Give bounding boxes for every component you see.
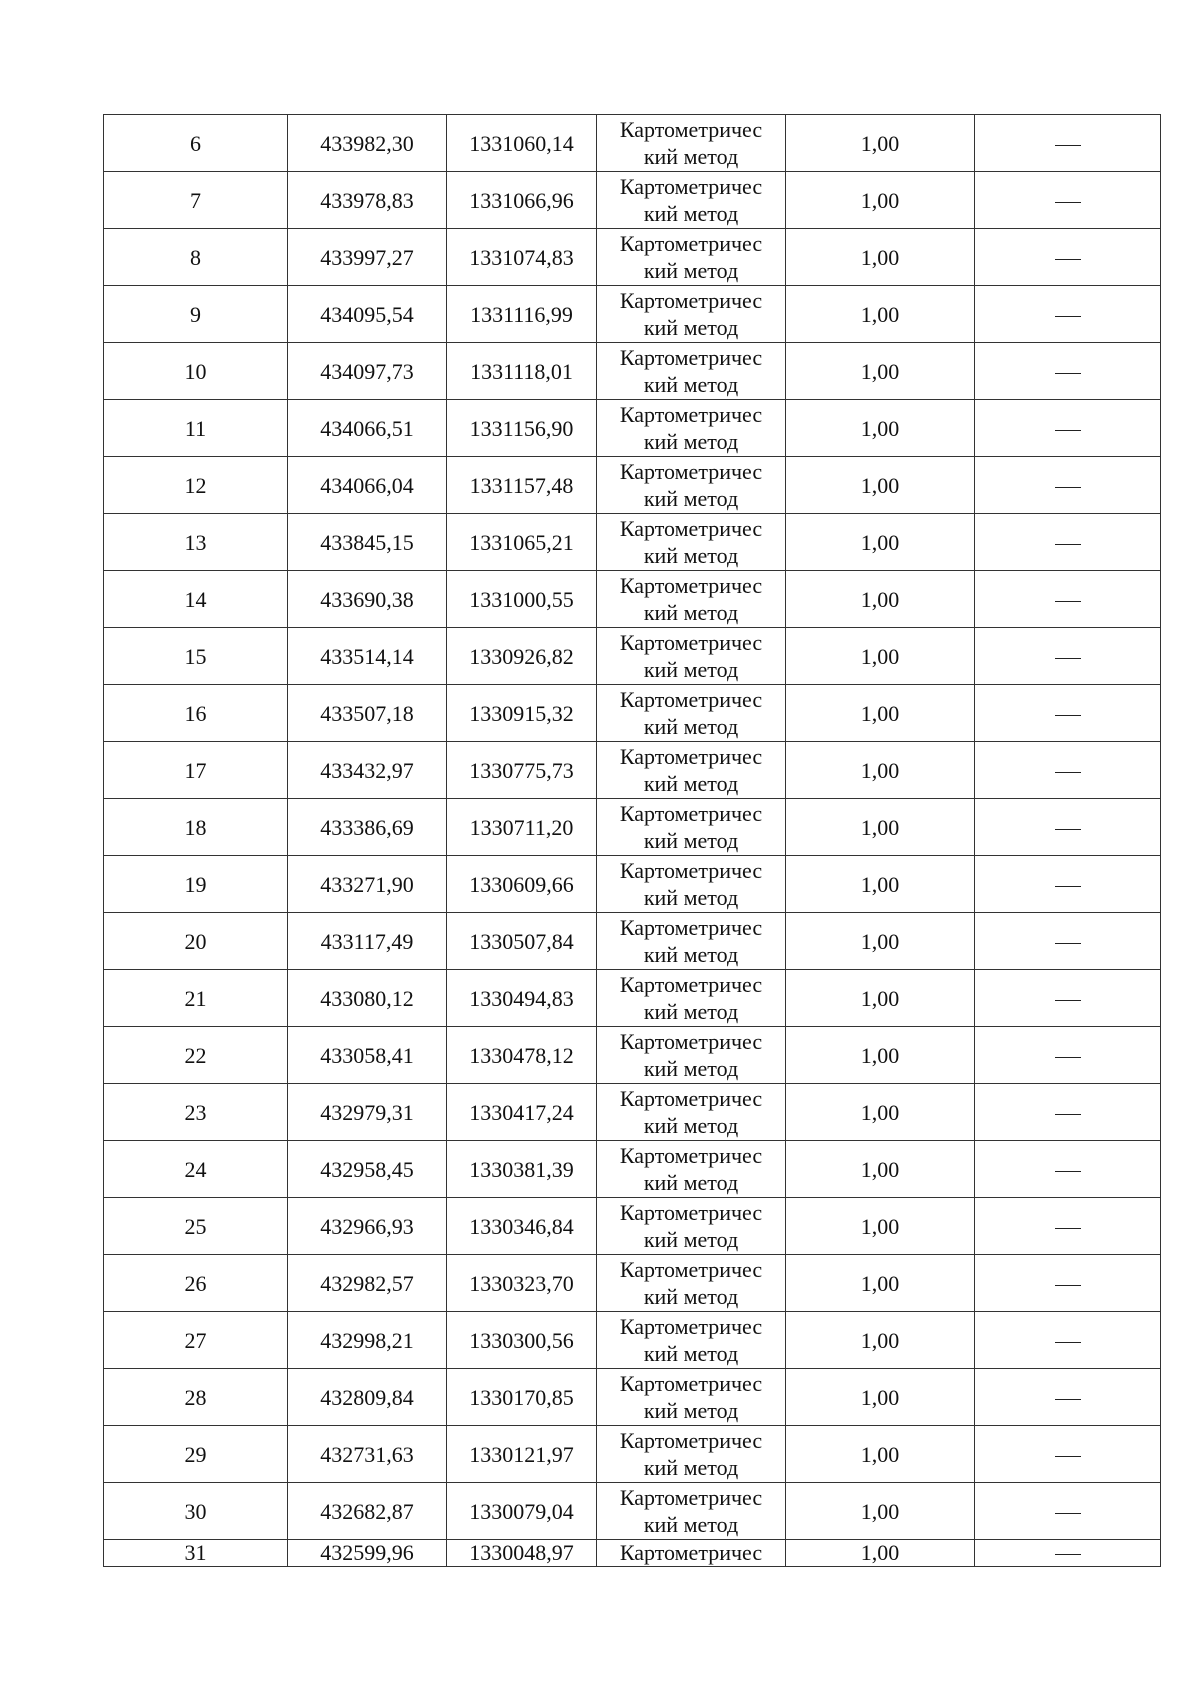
accuracy-cell: 1,00 — [786, 1141, 975, 1198]
method-text-line-2: кий метод — [643, 144, 739, 169]
method-cell — [597, 799, 786, 856]
method-text-line-1: Картометричес — [619, 573, 763, 598]
dash-mark — [1055, 544, 1081, 545]
method-cell — [597, 1198, 786, 1255]
accuracy-cell: 1,00 — [786, 628, 975, 685]
method-text-line-2: кий метод — [643, 1398, 739, 1423]
point-number-cell: 9 — [104, 286, 288, 343]
accuracy-cell: 1,00 — [786, 115, 975, 172]
note-cell — [975, 115, 1161, 172]
accuracy-cell: 1,00 — [786, 1369, 975, 1426]
method-text-line-1: Картометричес — [619, 1029, 763, 1054]
method-text-line-2: кий метод — [643, 543, 739, 568]
dash-mark — [1055, 202, 1081, 203]
method-text-line-2: кий метод — [643, 372, 739, 397]
method-cell — [597, 1369, 786, 1426]
y-coordinate-cell: 1331000,55 — [447, 571, 597, 628]
table-row — [104, 172, 1161, 229]
dash-mark — [1055, 1171, 1081, 1172]
method-cell — [597, 1084, 786, 1141]
method-cell — [597, 229, 786, 286]
dash-mark — [1055, 145, 1081, 146]
method-text-line-2: кий метод — [643, 1056, 739, 1081]
y-coordinate-cell: 1330494,83 — [447, 970, 597, 1027]
x-coordinate-cell: 433386,69 — [288, 799, 447, 856]
method-text-line-1: Картометричес — [619, 231, 763, 256]
dash-mark — [1055, 1228, 1081, 1229]
table-row — [104, 1369, 1161, 1426]
point-number-cell: 12 — [104, 457, 288, 514]
method-text-line-1: Картометричес — [619, 117, 763, 142]
dash-mark — [1055, 487, 1081, 488]
x-coordinate-cell: 433058,41 — [288, 1027, 447, 1084]
table-row — [104, 1255, 1161, 1312]
note-cell — [975, 1369, 1161, 1426]
method-text-line-2: кий метод — [643, 771, 739, 796]
table-row — [104, 1198, 1161, 1255]
method-text-line-1: Картометричес — [619, 630, 763, 655]
method-text-line-2: кий метод — [643, 429, 739, 454]
table-row — [104, 286, 1161, 343]
accuracy-cell: 1,00 — [786, 1198, 975, 1255]
method-text-line-1: Картометричес — [619, 972, 763, 997]
point-number-cell: 23 — [104, 1084, 288, 1141]
method-text-line-1: Картометричес — [619, 1200, 763, 1225]
dash-mark — [1055, 1342, 1081, 1343]
accuracy-cell: 1,00 — [786, 1483, 975, 1540]
table-row — [104, 514, 1161, 571]
y-coordinate-cell: 1330323,70 — [447, 1255, 597, 1312]
x-coordinate-cell: 432982,57 — [288, 1255, 447, 1312]
point-number-cell: 29 — [104, 1426, 288, 1483]
method-cell — [597, 343, 786, 400]
x-coordinate-cell: 432682,87 — [288, 1483, 447, 1540]
method-text-line-2: кий метод — [643, 714, 739, 739]
x-coordinate-cell: 433514,14 — [288, 628, 447, 685]
method-text-line-2: кий метод — [643, 486, 739, 511]
method-text-line-1: Картометричес — [619, 1314, 763, 1339]
point-number-cell: 20 — [104, 913, 288, 970]
method-cell — [597, 571, 786, 628]
y-coordinate-cell: 1330346,84 — [447, 1198, 597, 1255]
x-coordinate-cell: 433997,27 — [288, 229, 447, 286]
note-cell — [975, 1141, 1161, 1198]
y-coordinate-cell: 1330417,24 — [447, 1084, 597, 1141]
x-coordinate-cell: 432809,84 — [288, 1369, 447, 1426]
dash-mark — [1055, 1285, 1081, 1286]
y-coordinate-cell: 1331118,01 — [447, 343, 597, 400]
table-row — [104, 400, 1161, 457]
table-row — [104, 799, 1161, 856]
y-coordinate-cell: 1330711,20 — [447, 799, 597, 856]
table-row — [104, 1084, 1161, 1141]
y-coordinate-cell: 1330121,97 — [447, 1426, 597, 1483]
method-text-line-1: Картометричес — [619, 1485, 763, 1510]
x-coordinate-cell: 432966,93 — [288, 1198, 447, 1255]
method-cell — [597, 1141, 786, 1198]
point-number-cell: 16 — [104, 685, 288, 742]
method-text-line-2: кий метод — [643, 1227, 739, 1252]
table-row — [104, 1312, 1161, 1369]
dash-mark — [1055, 259, 1081, 260]
y-coordinate-cell: 1331157,48 — [447, 457, 597, 514]
note-cell — [975, 1426, 1161, 1483]
note-cell — [975, 229, 1161, 286]
y-coordinate-cell: 1331060,14 — [447, 115, 597, 172]
point-number-cell: 21 — [104, 970, 288, 1027]
table-body — [104, 115, 1161, 1567]
dash-mark — [1055, 1456, 1081, 1457]
method-text-line-1: Картометричес — [619, 174, 763, 199]
y-coordinate-cell: 1330300,56 — [447, 1312, 597, 1369]
x-coordinate-cell: 432979,31 — [288, 1084, 447, 1141]
note-cell — [975, 1483, 1161, 1540]
point-number-cell: 11 — [104, 400, 288, 457]
note-cell — [975, 799, 1161, 856]
x-coordinate-cell: 432958,45 — [288, 1141, 447, 1198]
note-cell — [975, 172, 1161, 229]
note-cell — [975, 628, 1161, 685]
table-row — [104, 1141, 1161, 1198]
accuracy-cell: 1,00 — [786, 1540, 975, 1567]
x-coordinate-cell: 434095,54 — [288, 286, 447, 343]
method-cell — [597, 970, 786, 1027]
x-coordinate-cell: 434066,51 — [288, 400, 447, 457]
dash-mark — [1055, 658, 1081, 659]
method-text-line-1: Картометричес — [619, 1428, 763, 1453]
table-row — [104, 742, 1161, 799]
method-cell — [597, 514, 786, 571]
accuracy-cell: 1,00 — [786, 343, 975, 400]
y-coordinate-cell: 1331066,96 — [447, 172, 597, 229]
note-cell — [975, 1027, 1161, 1084]
x-coordinate-cell: 433845,15 — [288, 514, 447, 571]
method-cell — [597, 1540, 786, 1567]
method-cell — [597, 1426, 786, 1483]
method-text-line-1: Картометричес — [619, 516, 763, 541]
method-cell — [597, 400, 786, 457]
note-cell — [975, 400, 1161, 457]
dash-mark — [1055, 1399, 1081, 1400]
x-coordinate-cell: 433507,18 — [288, 685, 447, 742]
method-text-line-2: кий метод — [643, 1284, 739, 1309]
method-text-line-1: Картометричес — [619, 459, 763, 484]
point-number-cell: 30 — [104, 1483, 288, 1540]
method-text-line-2: кий метод — [643, 1512, 739, 1537]
y-coordinate-cell: 1330609,66 — [447, 856, 597, 913]
method-cell — [597, 856, 786, 913]
x-coordinate-cell: 434097,73 — [288, 343, 447, 400]
method-text-line-1: Картометричес — [619, 288, 763, 313]
note-cell — [975, 856, 1161, 913]
table-row — [104, 457, 1161, 514]
table-row — [104, 571, 1161, 628]
dash-mark — [1055, 1513, 1081, 1514]
point-number-cell: 14 — [104, 571, 288, 628]
y-coordinate-cell: 1330079,04 — [447, 1483, 597, 1540]
dash-mark — [1055, 715, 1081, 716]
method-cell — [597, 172, 786, 229]
note-cell — [975, 970, 1161, 1027]
method-cell — [597, 1312, 786, 1369]
accuracy-cell: 1,00 — [786, 856, 975, 913]
y-coordinate-cell: 1330926,82 — [447, 628, 597, 685]
note-cell — [975, 685, 1161, 742]
note-cell — [975, 457, 1161, 514]
x-coordinate-cell: 433690,38 — [288, 571, 447, 628]
point-number-cell: 28 — [104, 1369, 288, 1426]
method-cell — [597, 1255, 786, 1312]
dash-mark — [1055, 829, 1081, 830]
method-cell — [597, 457, 786, 514]
method-text-line-2: кий метод — [643, 1341, 739, 1366]
method-text-line-2: кий метод — [643, 657, 739, 682]
point-number-cell: 10 — [104, 343, 288, 400]
note-cell — [975, 1198, 1161, 1255]
y-coordinate-cell: 1331065,21 — [447, 514, 597, 571]
accuracy-cell: 1,00 — [786, 514, 975, 571]
table-row — [104, 1027, 1161, 1084]
y-coordinate-cell: 1330915,32 — [447, 685, 597, 742]
table-row — [104, 229, 1161, 286]
dash-mark — [1055, 1057, 1081, 1058]
dash-mark — [1055, 316, 1081, 317]
note-cell — [975, 742, 1161, 799]
y-coordinate-cell: 1330048,97 — [447, 1540, 597, 1567]
method-text-line-1: Картометричес — [619, 1257, 763, 1282]
accuracy-cell: 1,00 — [786, 172, 975, 229]
note-cell — [975, 1540, 1161, 1567]
dash-mark — [1055, 772, 1081, 773]
table-row — [104, 343, 1161, 400]
x-coordinate-cell: 432731,63 — [288, 1426, 447, 1483]
point-number-cell: 13 — [104, 514, 288, 571]
x-coordinate-cell: 433080,12 — [288, 970, 447, 1027]
method-text-line-2: кий метод — [643, 1455, 739, 1480]
accuracy-cell: 1,00 — [786, 1312, 975, 1369]
y-coordinate-cell: 1330381,39 — [447, 1141, 597, 1198]
note-cell — [975, 571, 1161, 628]
dash-mark — [1055, 943, 1081, 944]
dash-mark — [1055, 1554, 1081, 1555]
y-coordinate-cell: 1330478,12 — [447, 1027, 597, 1084]
method-text-line-1: Картометричес — [619, 345, 763, 370]
table-row — [104, 856, 1161, 913]
table-row — [104, 628, 1161, 685]
method-cell — [597, 685, 786, 742]
method-cell — [597, 286, 786, 343]
table-row — [104, 913, 1161, 970]
method-cell — [597, 1483, 786, 1540]
method-text-line-1: Картометричес — [619, 1143, 763, 1168]
accuracy-cell: 1,00 — [786, 685, 975, 742]
dash-mark — [1055, 1000, 1081, 1001]
x-coordinate-cell: 433117,49 — [288, 913, 447, 970]
method-text-line-1: Картометричес — [619, 915, 763, 940]
accuracy-cell: 1,00 — [786, 1426, 975, 1483]
x-coordinate-cell: 433271,90 — [288, 856, 447, 913]
method-text-line-1: Картометричес — [619, 1540, 763, 1565]
table-row — [104, 1483, 1161, 1540]
method-cell — [597, 628, 786, 685]
x-coordinate-cell: 433432,97 — [288, 742, 447, 799]
point-number-cell: 27 — [104, 1312, 288, 1369]
method-text-line-2: кий метод — [643, 1170, 739, 1195]
table-row — [104, 1540, 1161, 1567]
x-coordinate-cell: 433978,83 — [288, 172, 447, 229]
table-row — [104, 970, 1161, 1027]
method-text-line-1: Картометричес — [619, 687, 763, 712]
y-coordinate-cell: 1331116,99 — [447, 286, 597, 343]
note-cell — [975, 343, 1161, 400]
method-text-line-2: кий метод — [643, 600, 739, 625]
method-text-line-1: Картометричес — [619, 858, 763, 883]
point-number-cell: 7 — [104, 172, 288, 229]
point-number-cell: 17 — [104, 742, 288, 799]
accuracy-cell: 1,00 — [786, 457, 975, 514]
accuracy-cell: 1,00 — [786, 1084, 975, 1141]
note-cell — [975, 1255, 1161, 1312]
method-text-line-2: кий метод — [643, 999, 739, 1024]
method-cell — [597, 913, 786, 970]
note-cell — [975, 286, 1161, 343]
note-cell — [975, 1084, 1161, 1141]
y-coordinate-cell: 1331156,90 — [447, 400, 597, 457]
dash-mark — [1055, 601, 1081, 602]
method-text-line-2: кий метод — [643, 942, 739, 967]
coordinates-table — [103, 114, 1161, 1567]
point-number-cell: 18 — [104, 799, 288, 856]
method-cell — [597, 742, 786, 799]
point-number-cell: 31 — [104, 1540, 288, 1567]
table-row — [104, 115, 1161, 172]
point-number-cell: 26 — [104, 1255, 288, 1312]
note-cell — [975, 514, 1161, 571]
y-coordinate-cell: 1330170,85 — [447, 1369, 597, 1426]
accuracy-cell: 1,00 — [786, 1255, 975, 1312]
x-coordinate-cell: 433982,30 — [288, 115, 447, 172]
method-text-line-1: Картометричес — [619, 1086, 763, 1111]
method-text-line-2: кий метод — [643, 315, 739, 340]
accuracy-cell: 1,00 — [786, 970, 975, 1027]
point-number-cell: 22 — [104, 1027, 288, 1084]
method-text-line-1: Картометричес — [619, 801, 763, 826]
accuracy-cell: 1,00 — [786, 913, 975, 970]
note-cell — [975, 913, 1161, 970]
table-row — [104, 685, 1161, 742]
x-coordinate-cell: 434066,04 — [288, 457, 447, 514]
point-number-cell: 15 — [104, 628, 288, 685]
accuracy-cell: 1,00 — [786, 799, 975, 856]
x-coordinate-cell: 432998,21 — [288, 1312, 447, 1369]
method-text-line-1: Картометричес — [619, 1371, 763, 1396]
accuracy-cell: 1,00 — [786, 571, 975, 628]
point-number-cell: 6 — [104, 115, 288, 172]
method-cell — [597, 1027, 786, 1084]
x-coordinate-cell: 432599,96 — [288, 1540, 447, 1567]
method-text-line-2: кий метод — [643, 885, 739, 910]
method-text-line-2: кий метод — [643, 258, 739, 283]
y-coordinate-cell: 1330507,84 — [447, 913, 597, 970]
note-cell — [975, 1312, 1161, 1369]
point-number-cell: 24 — [104, 1141, 288, 1198]
method-text-line-1: Картометричес — [619, 744, 763, 769]
method-text-line-1: Картометричес — [619, 402, 763, 427]
method-text-line-2: кий метод — [643, 828, 739, 853]
accuracy-cell: 1,00 — [786, 229, 975, 286]
dash-mark — [1055, 1114, 1081, 1115]
y-coordinate-cell: 1331074,83 — [447, 229, 597, 286]
accuracy-cell: 1,00 — [786, 400, 975, 457]
dash-mark — [1055, 430, 1081, 431]
table-row — [104, 1426, 1161, 1483]
dash-mark — [1055, 886, 1081, 887]
method-text-line-2: кий метод — [643, 1113, 739, 1138]
method-cell — [597, 115, 786, 172]
accuracy-cell: 1,00 — [786, 286, 975, 343]
y-coordinate-cell: 1330775,73 — [447, 742, 597, 799]
accuracy-cell: 1,00 — [786, 1027, 975, 1084]
method-text-line-2: кий метод — [643, 201, 739, 226]
point-number-cell: 19 — [104, 856, 288, 913]
point-number-cell: 8 — [104, 229, 288, 286]
point-number-cell: 25 — [104, 1198, 288, 1255]
accuracy-cell: 1,00 — [786, 742, 975, 799]
dash-mark — [1055, 373, 1081, 374]
